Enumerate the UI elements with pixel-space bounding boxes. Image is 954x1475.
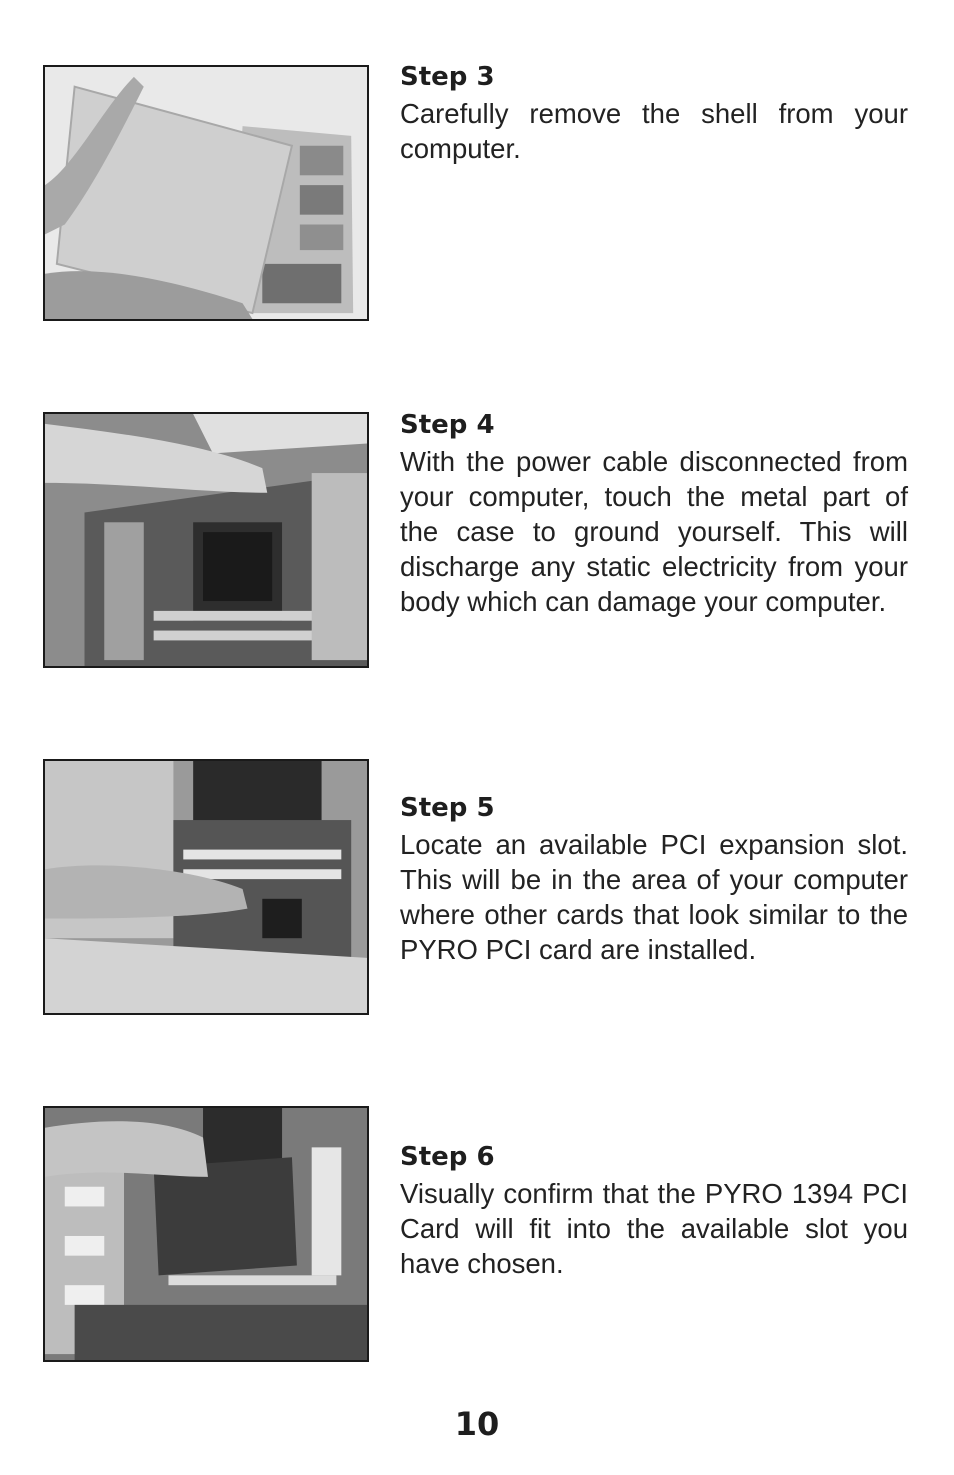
confirm-card-fit-illustration — [45, 1108, 367, 1360]
step-4-photo — [43, 412, 369, 668]
step-5-title: Step 5 — [400, 793, 495, 823]
step-4-title: Step 4 — [400, 410, 495, 440]
step-5 — [400, 793, 908, 967]
step-3-body: Carefully remove the shell from your computer. — [400, 98, 908, 164]
step-6-body: Visually confirm that the PYRO 1394 PCI Card will fit into the available slot you have chosen. — [400, 1178, 908, 1279]
step-3 — [400, 62, 908, 166]
ground-yourself-illustration — [45, 414, 367, 666]
step-6 — [400, 1142, 908, 1281]
page-number: 10 — [454, 1405, 500, 1443]
step-5-body: Locate an available PCI expansion slot. This will be in the area of your computer where other cards that look similar to the PYRO PCI card are installed. — [400, 829, 908, 965]
step-4-body: With the power cable disconnected from your computer, touch the metal part of the case to ground yourself. This will discharge any static electricity from your body which can damage your computer. — [400, 446, 908, 617]
step-6-title: Step 6 — [400, 1142, 495, 1172]
step-5-photo — [43, 759, 369, 1015]
step-6-photo — [43, 1106, 369, 1362]
locate-pci-slot-illustration — [45, 761, 367, 1013]
step-3-title: Step 3 — [400, 62, 495, 92]
remove-shell-illustration — [45, 67, 367, 319]
step-4 — [400, 410, 908, 619]
step-3-photo — [43, 65, 369, 321]
